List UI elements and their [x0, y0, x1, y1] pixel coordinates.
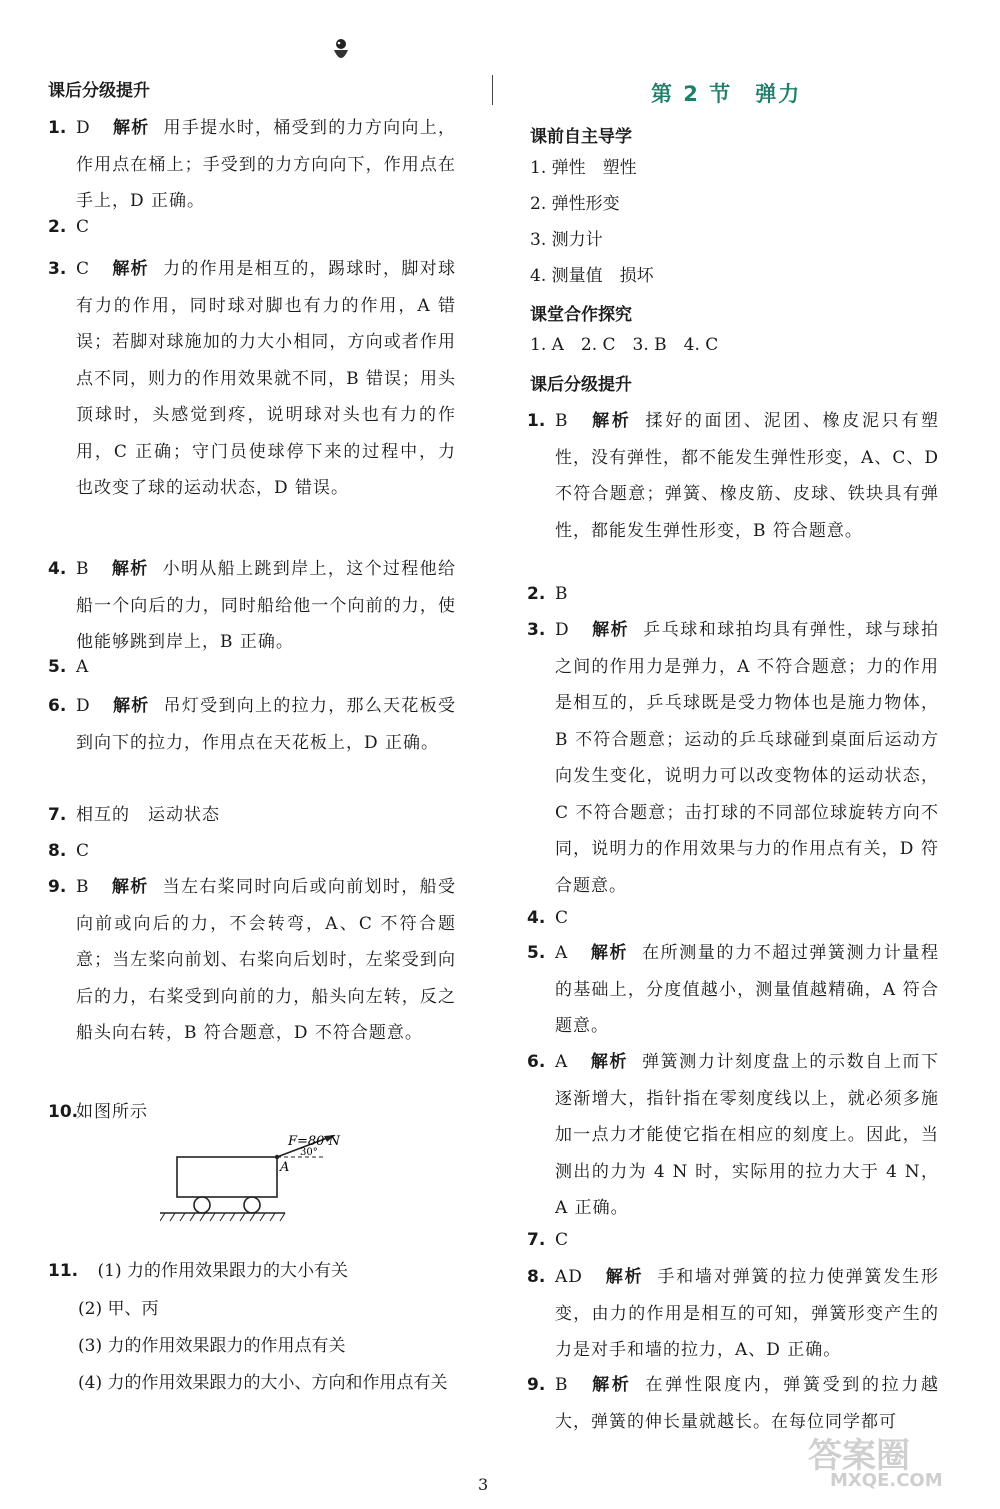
item11-part-2: (2) 甲、丙: [78, 1299, 159, 1319]
left-item-9: [48, 869, 456, 1052]
analysis-text: 吊灯受到向上的拉力，那么天花板受到向下的拉力，作用点在天花板上，D 正确。: [76, 696, 457, 753]
left-item-6: [48, 688, 456, 761]
item-number: 6.: [527, 1052, 546, 1072]
item-number: 2.: [48, 217, 67, 237]
left-item-4: [48, 551, 456, 661]
item11-part-3: (3) 力的作用效果跟力的作用点有关: [78, 1336, 346, 1356]
item-number: 8.: [48, 841, 67, 861]
item-number: 3.: [527, 620, 546, 640]
item-answer: C: [555, 1230, 570, 1250]
item-number: 1.: [527, 411, 546, 431]
figure-cart-force: [160, 1135, 350, 1225]
page-number: 3: [478, 1475, 489, 1494]
item-number: 6.: [48, 696, 67, 716]
item11-part-4: (4) 力的作用效果跟力的大小、方向和作用点有关: [78, 1373, 448, 1393]
item-answer: D: [76, 696, 91, 716]
item-answer: B: [555, 584, 569, 604]
item-answer: 如图所示: [76, 1102, 148, 1122]
item-answer: B: [76, 877, 90, 897]
figure-point-label: A: [280, 1160, 290, 1175]
analysis-label: 解析: [590, 1052, 629, 1072]
right-item-1: [527, 403, 939, 549]
right-section-heading-3: 课后分级提升: [530, 375, 632, 395]
analysis-text: 力的作用是相互的，踢球时，脚对球有力的作用，同时球对脚也有力的作用，A 错误；若脚对球施加的力大小相同，方向或者作用点不同，则力的作用效果就不同，B 错误；用头顶球时，头感觉到疼，说明球对头也有力的作用，C 正确；守门员使球停下来的过程中，力也改变了球的运动状态，D 错误。: [76, 259, 457, 498]
right-item-8: [527, 1259, 939, 1369]
left-item-7: [48, 797, 456, 834]
right-section-heading-2: 课堂合作探究: [530, 305, 632, 325]
analysis-label: 解析: [604, 1267, 644, 1287]
item-number: 9.: [48, 877, 67, 897]
analysis-text: 用手提水时，桶受到的力方向向上，作用点在桶上；手受到的力方向向下，作用点在手上，D 正确。: [76, 118, 457, 211]
analysis-label: 解析: [112, 118, 150, 138]
section-title: 第 2 节 弹力: [651, 82, 802, 106]
item-answer: C: [76, 217, 91, 237]
item-answer: B: [555, 1375, 569, 1395]
analysis-label: 解析: [112, 696, 150, 716]
item-number: 2.: [527, 584, 546, 604]
item11-part-1: (1) 力的作用效果跟力的大小有关: [97, 1261, 349, 1281]
item-number: 7.: [527, 1230, 546, 1250]
item-answer: B: [76, 559, 90, 579]
analysis-text: 弹簧测力计刻度盘上的示数自上而下逐渐增大，指针指在零刻度线以上，就必须多施加一点力才能使它指在相应的刻度上。因此，当测出的力为 4 N 时，实际用的拉力大于 4 N，A 正确。: [555, 1052, 940, 1218]
item-number: 1.: [48, 118, 67, 138]
column-divider: [492, 75, 493, 105]
item-number: 8.: [527, 1267, 546, 1287]
watermark: 答案圈: [808, 1436, 910, 1476]
item-number: 5.: [48, 657, 67, 677]
analysis-text: 在弹性限度内，弹簧受到的拉力越大，弹簧的伸长量就越长。在每位同学都可: [555, 1375, 940, 1432]
item-answer: A: [76, 657, 90, 677]
analysis-label: 解析: [590, 411, 632, 431]
left-item-8: [48, 833, 456, 870]
item-number: 10.: [48, 1102, 79, 1122]
item-answer: B: [555, 411, 569, 431]
item-answer: C: [76, 841, 91, 861]
item-number: 11.: [48, 1261, 79, 1281]
left-item-10: [48, 1094, 456, 1131]
analysis-text: 乒乓球和球拍均具有弹性，球与球拍之间的作用力是弹力，A 不符合题意；力的作用是相互的，乒乓球既是受力物体也是施力物体，B 不符合题意；运动的乒乓球碰到桌面后运动方向发生变化，说明力可以改变物体的运动状态，C 不符合题意；击打球的不同部位球旋转方向不同，说明力的作用效果与力的作用点有关，D 符合题意。: [555, 620, 940, 896]
left-section-heading: 课后分级提升: [48, 81, 150, 101]
item-number: 5.: [527, 943, 546, 963]
item-answer: A: [555, 943, 569, 963]
figure-force-label: F=80 N: [288, 1135, 340, 1149]
left-item-1: [48, 110, 456, 220]
item-number: 7.: [48, 805, 67, 825]
item-number: 3.: [48, 259, 67, 279]
item-answer: D: [555, 620, 570, 640]
item-number: 9.: [527, 1375, 546, 1395]
analysis-label: 解析: [590, 943, 629, 963]
right-item-7: [527, 1222, 939, 1259]
analysis-text: 揉好的面团、泥团、橡皮泥只有塑性，没有弹性，都不能发生弹性形变，A、C、D 不符合题意；弹簧、橡皮筋、皮球、铁块具有弹性，都能发生弹性形变，B 符合题意。: [555, 411, 940, 541]
right-sec2-answers: 1. A 2. C 3. B 4. C: [530, 335, 719, 355]
figure-angle-label: 30°: [300, 1147, 318, 1158]
item-answer: AD: [555, 1267, 583, 1287]
left-item-2: [48, 209, 456, 246]
analysis-label: 解析: [591, 620, 630, 640]
right-sec1-item-1: 1. 弹性 塑性: [530, 158, 637, 178]
item-answer: A: [555, 1052, 569, 1072]
right-item-6: [527, 1044, 939, 1227]
left-item-11: [48, 1253, 468, 1290]
item-number: 4.: [527, 908, 546, 928]
left-item-3: [48, 251, 456, 507]
right-sec1-item-2: 2. 弹性形变: [530, 194, 620, 214]
analysis-text: 小明从船上跳到岸上，这个过程他给船一个向后的力，同时船给他一个向前的力，使他能够跳到岸上，B 正确。: [76, 559, 457, 652]
analysis-label: 解析: [112, 259, 150, 279]
analysis-label: 解析: [590, 1375, 632, 1395]
item-answer: C: [76, 259, 91, 279]
item-answer: C: [555, 908, 570, 928]
item-answer: 相互的 运动状态: [76, 805, 220, 825]
right-item-3: [527, 612, 939, 904]
left-item-5: [48, 649, 456, 686]
analysis-text: 当左右桨同时向后或向前划时，船受向前或向后的力，不会转弯，A、C 不符合题意；当左桨向前划、右桨向后划时，左桨受到向后的力，右桨受到向前的力，船头向左转，反之船头向右转，B 符合题意，D 不符合题意。: [76, 877, 457, 1043]
analysis-text: 手和墙对弹簧的拉力使弹簧发生形变，由力的作用是相互的可知，弹簧形变产生的力是对手和墙的拉力，A、D 正确。: [555, 1267, 939, 1360]
analysis-label: 解析: [111, 877, 149, 897]
right-item-4: [527, 900, 939, 937]
right-sec1-item-4: 4. 测量值 损坏: [530, 266, 654, 286]
analysis-text: 在所测量的力不超过弹簧测力计量程的基础上，分度值越小，测量值越精确，A 符合题意。: [555, 943, 940, 1036]
logo-icon: [330, 36, 352, 66]
right-item-5: [527, 935, 939, 1045]
item-answer: D: [76, 118, 91, 138]
right-sec1-item-3: 3. 测力计: [530, 230, 603, 250]
watermark-url: MXQE.COM: [830, 1470, 943, 1491]
analysis-label: 解析: [111, 559, 149, 579]
item-number: 4.: [48, 559, 67, 579]
right-section-heading-1: 课前自主导学: [530, 127, 632, 147]
right-item-2: [527, 576, 939, 613]
